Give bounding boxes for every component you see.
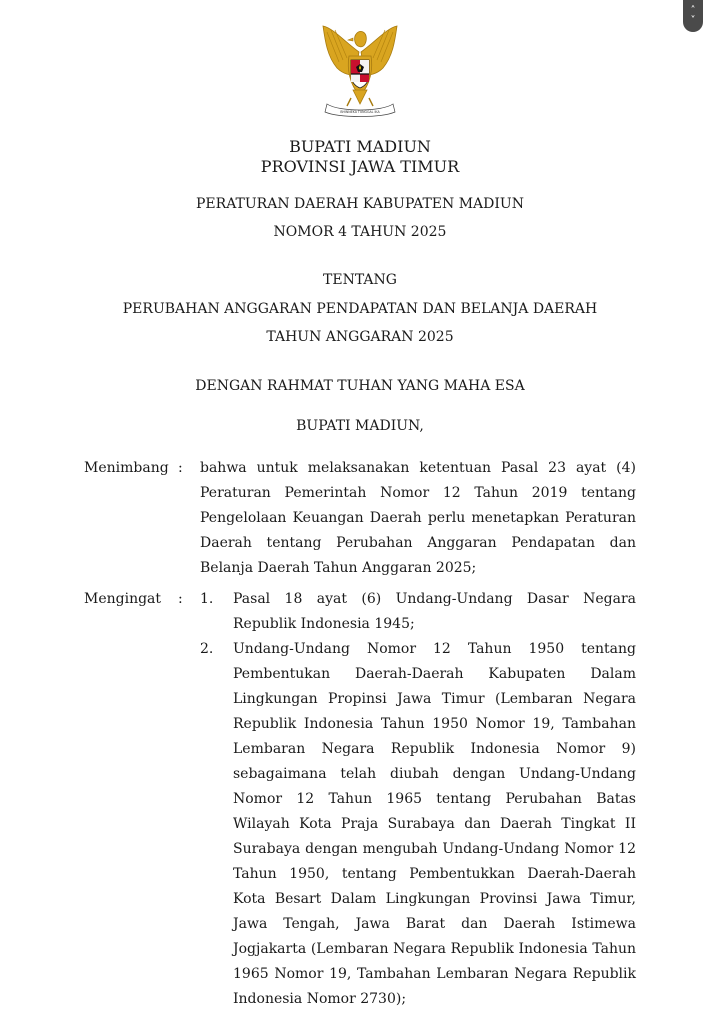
- list-item-text: Pasal 18 ayat (6) Undang-Undang Dasar Negara Republik Indonesia 1945;: [233, 591, 636, 632]
- regent-line: BUPATI MADIUN,: [296, 418, 424, 434]
- emblem-motto: BHINNEKA TUNGGAL IKA: [340, 110, 380, 114]
- chevron-up-icon[interactable]: ˄: [690, 5, 696, 16]
- title-line-2: PROVINSI JAWA TIMUR: [260, 157, 460, 176]
- blessing-line: DENGAN RAHMAT TUHAN YANG MAHA ESA: [195, 378, 525, 394]
- title-line-1: BUPATI MADIUN: [289, 137, 431, 156]
- list-item-number: 1.: [200, 591, 214, 607]
- subject-line-2: TAHUN ANGGARAN 2025: [266, 329, 454, 345]
- menimbang-colon: :: [178, 460, 183, 476]
- subject-line-1: PERUBAHAN ANGGARAN PENDAPATAN DAN BELANJA DAERAH: [122, 301, 598, 317]
- regulation-number: NOMOR 4 TAHUN 2025: [273, 224, 447, 240]
- list-item-text: Undang-Undang Nomor 12 Tahun 1950 tentang Pembentukan Daerah-Daerah Kabupaten Dalam Lingkungan Propinsi Jawa Timur (Lembaran Negara Republik Indonesia Tahun 1950 Nomor 19, Tambahan Lembaran Negara Republik Indonesia Nomor 9) sebagaimana telah diubah dengan Undang-Undang Nomor 12 Tahun 1965 tentang Perubahan Batas Wilayah Kota Praja Surabaya dan Daerah Tingkat II Surabaya dengan mengubah Undang-Undang Nomor 12 Tahun 1950, tentang Pembentukkan Daerah-Daerah Kota Besart Dalam Lingkungan Provinsi Jawa Timur, Jawa Tengah, Jawa Barat dan Daerah Istimewa Jogjakarta (Lembaran Negara Republik Indonesia Tahun 1965 Nomor 19, Tambahan Lembaran Negara Republik Indonesia Nomor 2730);: [233, 641, 636, 1007]
- menimbang-text: bahwa untuk melaksanakan ketentuan Pasal 23 ayat (4) Peraturan Pemerintah Nomor 12 Tahun 2019 tentang Pengelolaan Keuangan Daerah perlu menetapkan Peraturan Daerah tentang Perubahan Anggaran Pendapatan dan Belanja Daerah Tahun Anggaran 2025;: [200, 460, 636, 576]
- scroll-widget[interactable]: [683, 0, 703, 32]
- mengingat-label: Mengingat: [84, 591, 162, 607]
- chevron-down-icon[interactable]: ˅: [690, 15, 696, 26]
- garuda-emblem: [315, 22, 405, 120]
- regulation-title: PERATURAN DAERAH KABUPATEN MADIUN: [196, 196, 524, 212]
- mengingat-colon: :: [178, 591, 183, 607]
- menimbang-label: Menimbang: [84, 460, 169, 476]
- list-item-number: 2.: [200, 641, 214, 657]
- about-heading: TENTANG: [323, 272, 397, 288]
